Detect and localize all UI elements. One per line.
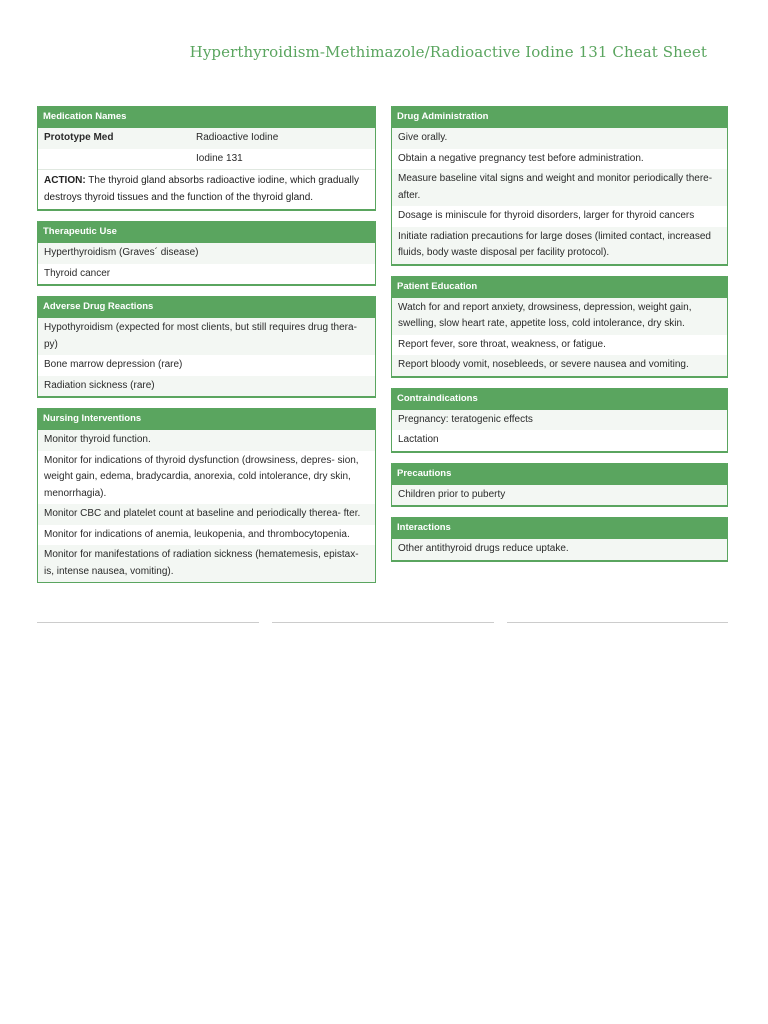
interactions-section	[391, 517, 728, 562]
action-text-block	[38, 169, 375, 209]
nursing-interventions-section	[37, 408, 376, 583]
list-item: Monitor CBC and platelet count at baseline and periodically therea- fter.	[38, 504, 375, 525]
list-item: Pregnancy: teratogenic effects	[392, 410, 727, 431]
action-label: ACTION:	[44, 175, 86, 186]
section-heading: Patient Education	[391, 276, 728, 298]
section-heading: Therapeutic Use	[37, 221, 376, 243]
list-item: Monitor for indications of anemia, leukopenia, and thrombocytopenia.	[44, 528, 350, 540]
prototype-row-2	[38, 149, 375, 170]
precautions-section	[391, 463, 728, 508]
list-item: Thyroid cancer	[44, 267, 111, 279]
prototype-label-empty	[38, 149, 190, 170]
drug-administration-section	[391, 106, 728, 266]
footer-divider	[37, 622, 259, 623]
right-column	[391, 106, 728, 572]
list-item: Monitor for manifestations of radiation sickness (hematemesis, epistax- is, intense nausea, vomiting).	[38, 545, 375, 582]
list-item: Monitor for indications of thyroid dysfunction (drowsiness, depres- sion, weight gain, edema, bradycardia, anorexia, cold intolerance, dry skin, menorrhagia).	[44, 454, 359, 499]
prototype-value-2: Iodine 131	[196, 152, 243, 164]
prototype-row	[38, 128, 375, 149]
section-heading: Drug Administration	[391, 106, 728, 128]
footer-divider	[507, 622, 728, 623]
therapeutic-use-section	[37, 221, 376, 286]
list-item: Give orally.	[392, 128, 727, 149]
footer-divider	[272, 622, 494, 623]
medication-names-section	[37, 106, 376, 211]
section-heading: Adverse Drug Reactions	[37, 296, 376, 318]
section-heading: Precautions	[391, 463, 728, 485]
section-heading: Contraindications	[391, 388, 728, 410]
patient-education-section	[391, 276, 728, 378]
list-item: Dosage is miniscule for thyroid disorders, larger for thyroid cancers	[398, 210, 695, 221]
list-item: Monitor thyroid function.	[38, 430, 375, 451]
list-item: Initiate radiation precautions for large doses (limited contact, increased fluids, body waste disposal per facility protocol).	[392, 227, 727, 264]
list-item: Hyperthyroidism (Graves´ disease)	[38, 243, 375, 264]
prototype-label: Prototype Med	[44, 132, 114, 143]
list-item: Radiation sickness (rare)	[38, 376, 375, 397]
left-column	[37, 106, 376, 593]
page-title: Hyperthyroidism-Methimazole/Radioactive Iodine 131 Cheat Sheet	[189, 43, 707, 61]
list-item: Measure baseline vital signs and weight and monitor periodically there- after.	[392, 169, 727, 206]
list-item: Report fever, sore throat, weakness, or fatigue.	[398, 338, 606, 350]
list-item: Hypothyroidism (expected for most clients, but still requires drug thera- py)	[38, 318, 375, 355]
contraindications-section	[391, 388, 728, 453]
list-item: Bone marrow depression (rare)	[44, 359, 183, 370]
prototype-value: Radioactive Iodine	[196, 132, 279, 143]
adverse-reactions-section	[37, 296, 376, 398]
list-item: Other antithyroid drugs reduce uptake.	[392, 539, 727, 560]
list-item: Obtain a negative pregnancy test before administration.	[398, 152, 644, 164]
list-item: Watch for and report anxiety, drowsiness, depression, weight gain, swelling, slow heart rate, appetite loss, cold intolerance, dry skin.	[392, 298, 727, 335]
list-item: Report bloody vomit, nosebleeds, or severe nausea and vomiting.	[392, 355, 727, 376]
section-heading: Nursing Interventions	[37, 408, 376, 430]
section-heading: Interactions	[391, 517, 728, 539]
section-heading: Medication Names	[37, 106, 376, 128]
action-text: The thyroid gland absorbs radioactive iodine, which gradually destroys thyroid tissues and the function of the thyroid gland.	[44, 175, 359, 203]
list-item: Children prior to puberty	[392, 485, 727, 506]
list-item: Lactation	[398, 434, 439, 445]
